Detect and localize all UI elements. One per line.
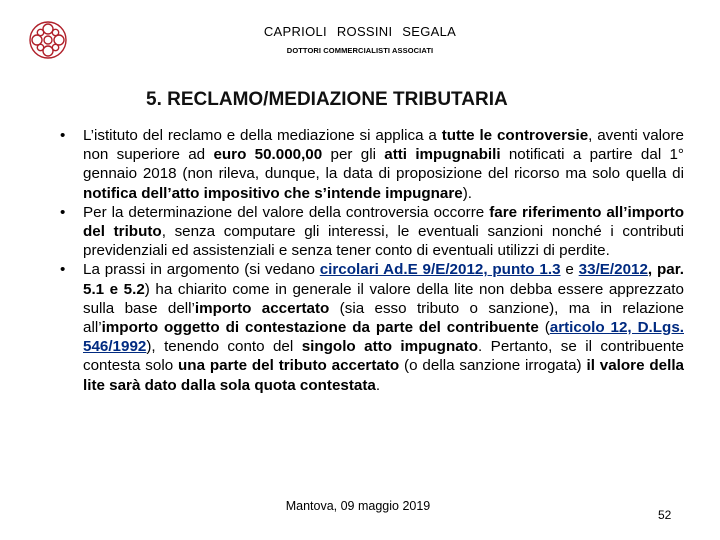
reference-link[interactable]: articolo 12, D.Lgs. 546/1992 [83,319,684,356]
body-text: per gli [322,146,385,164]
bullet-dot-icon: • [60,261,66,279]
bold-text: euro 50.000,00 [213,146,323,164]
bullet-item [60,126,684,203]
bold-text: importo oggetto di contestazione da parte del contribuente [101,319,539,337]
body-text: . [375,376,381,394]
bold-text: il valore della lite sarà dato dalla sola quota contestata [83,357,684,394]
reference-link[interactable]: 33/E/2012 [578,261,648,279]
firm-subtitle: DOTTORI COMMERCIALISTI ASSOCIATI [286,46,434,55]
body-text: , senza computare gli interessi, le eventuali sanzioni nonché i contributi previdenziali ed assistenziali e senza tener conto di eventuali utilizzi di perdite. [83,223,684,260]
reference-link[interactable]: circolari Ad.E 9/E/2012, punto 1.3 [319,261,561,279]
body-text: . Pertanto, se il contribuente contesta solo [83,338,684,375]
bold-text: fare riferimento all’importo del tributo [83,203,684,241]
body-text: ( [538,319,550,337]
bold-text: importo accertato [194,299,330,317]
page-number: 52 [658,508,672,522]
body-text: L’istituto del reclamo e della mediazione si applica a [83,127,442,144]
bold-text: notifica dell’atto impositivo che s’intende impugnare [83,184,463,202]
body-text: notificati a partire dal 1° gennaio 2018 (non rileva, dunque, la data di proposizione del ricorso ma solo quella di [83,146,685,183]
firm-name: CAPRIOLI ROSSINI SEGALA [263,24,457,39]
bullet-dot-icon: • [60,203,66,221]
body-text: La prassi in argomento (si vedano [83,261,320,279]
body-text: Per la determinazione del valore della controversia occorre [83,203,490,221]
body-text: (o della sanzione irrogata) [399,357,587,375]
bullet-list [60,126,684,395]
slide-title: 5. RECLAMO/MEDIAZIONE TRIBUTARIA [146,89,508,110]
body-text: ), tenendo conto del [146,338,302,356]
bullet-dot-icon: • [60,127,66,144]
bold-text: , par. 5.1 e 5.2 [83,261,684,298]
body-text: (sia esso tributo o sanzione), ma in relazione all’ [83,299,685,337]
footer-location-date: Mantova, 09 maggio 2019 [285,499,431,513]
body-text: , aventi valore non superiore ad [83,127,684,164]
bold-text: una parte del tributo accertato [178,357,400,375]
bullet-item [60,260,684,394]
bold-text: tutte le controversie [441,127,589,144]
body-text: ). [462,184,473,202]
bold-text: singolo atto impugnato [301,338,479,356]
bullet-item [60,203,684,261]
bold-text: atti impugnabili [384,146,501,164]
body-text: ) ha chiarito come in generale il valore della lite non debba essere apprezzato sulla base dell’ [83,280,684,317]
body-text: e [560,261,579,279]
